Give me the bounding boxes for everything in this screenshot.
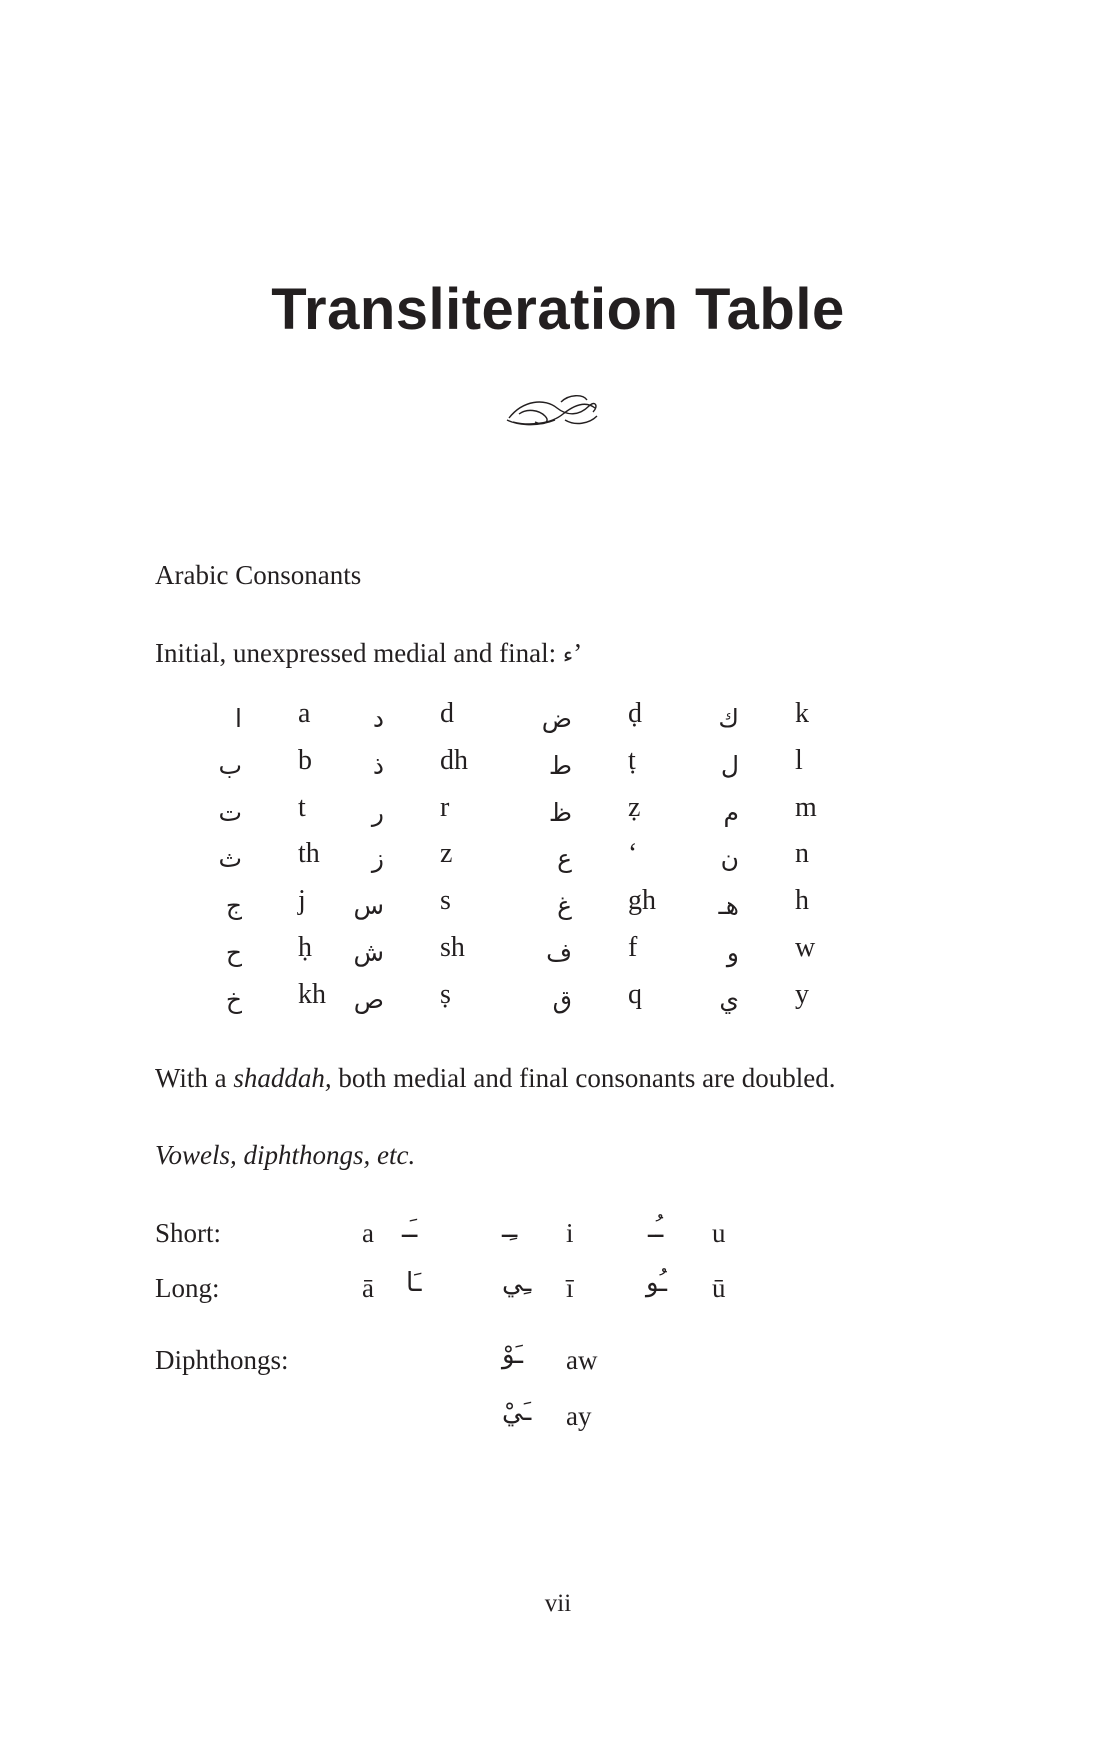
long-i-latin: ī [566, 1273, 574, 1303]
consonant-latin: ẓ [628, 791, 641, 823]
consonant-latin: m [795, 791, 817, 823]
consonant-table [0, 698, 1116, 1018]
vowels-heading: Vowels, diphthongs, etc. [155, 1140, 416, 1170]
consonant-latin: z [440, 838, 453, 870]
section-heading-consonants: Arabic Consonants [155, 560, 362, 590]
diphthong-ay-arabic: ـَيْ [502, 1397, 532, 1427]
consonant-latin: k [795, 698, 809, 729]
consonant-arabic: هـ [718, 891, 739, 921]
consonant-arabic: ل [720, 750, 739, 780]
shaddah-note-before: With a [155, 1063, 234, 1093]
short-i-arabic: ـِـ [502, 1214, 518, 1244]
consonant-latin: ḥ [298, 931, 312, 963]
consonant-arabic: ز [371, 844, 384, 874]
short-a-latin: a [362, 1218, 374, 1248]
diphthong-aw-arabic: ـَوْ [502, 1340, 524, 1370]
consonant-arabic: ش [353, 937, 384, 967]
consonant-latin: l [795, 744, 803, 776]
short-label: Short: [155, 1218, 222, 1248]
short-a-arabic: ـَـ [402, 1214, 418, 1244]
consonant-arabic: خ [225, 984, 242, 1014]
shaddah-note-after: both medial and final consonants are doubled. [331, 1063, 836, 1093]
consonant-latin: b [298, 744, 312, 776]
consonant-arabic: ت [218, 797, 242, 827]
consonant-arabic: و [726, 937, 739, 967]
long-i-arabic: ـِي [502, 1268, 532, 1298]
page-number: vii [544, 1590, 572, 1617]
diphthong-aw-latin: aw [566, 1345, 598, 1375]
consonant-latin: h [795, 885, 809, 917]
consonant-arabic: س [353, 891, 384, 921]
consonant-latin: ṣ [440, 978, 451, 1010]
long-u-arabic: ـُو [646, 1268, 668, 1298]
hamza-arabic: ء [562, 643, 574, 668]
consonant-latin: ‘ [628, 838, 638, 870]
consonant-arabic: ر [371, 797, 384, 827]
page-title: Transliteration Table [271, 277, 845, 342]
consonant-latin: f [628, 931, 638, 963]
diphthong-ay-latin: ay [566, 1401, 592, 1431]
consonant-arabic: ع [557, 844, 572, 874]
consonant-latin: r [440, 791, 450, 823]
consonant-latin: ṭ [628, 744, 636, 776]
consonant-arabic: ذ [372, 750, 384, 780]
long-a-latin: ā [362, 1273, 374, 1303]
consonant-latin: kh [298, 978, 326, 1010]
consonant-latin: w [795, 931, 816, 963]
hamza-latin: ’ [573, 638, 583, 668]
short-u-arabic: ـُـ [648, 1214, 664, 1244]
consonant-arabic: ج [225, 891, 242, 921]
short-i-latin: i [566, 1218, 574, 1248]
consonant-latin: y [795, 978, 809, 1010]
consonant-arabic: ط [548, 750, 572, 780]
consonant-arabic: ا [235, 704, 242, 733]
initial-note-text: Initial, unexpressed medial and final: [155, 638, 557, 668]
consonant-latin: sh [440, 931, 465, 963]
consonant-arabic: غ [557, 891, 572, 921]
diphthongs-label: Diphthongs: [155, 1345, 289, 1375]
flourish-ornament-icon [505, 386, 601, 432]
long-label: Long: [155, 1273, 220, 1303]
consonant-latin: ḍ [628, 698, 642, 729]
consonant-latin: j [298, 885, 306, 917]
consonant-latin: th [298, 838, 320, 870]
consonant-arabic: ص [353, 984, 384, 1014]
consonant-arabic: ظ [548, 797, 572, 827]
short-u-latin: u [712, 1218, 726, 1248]
consonant-latin: t [298, 791, 306, 823]
consonant-latin: a [298, 698, 311, 729]
consonant-arabic: ح [225, 937, 242, 967]
consonant-arabic: د [372, 704, 384, 733]
consonant-latin: gh [628, 885, 656, 917]
consonant-arabic: ض [541, 704, 572, 733]
initial-note [155, 638, 582, 669]
long-a-arabic: ـَا [406, 1268, 422, 1298]
consonant-latin: dh [440, 744, 468, 776]
shaddah-term: shaddah, [233, 1063, 332, 1093]
consonant-arabic: ف [546, 937, 572, 967]
consonant-latin: d [440, 698, 454, 729]
consonant-arabic: ن [720, 844, 739, 874]
consonant-latin: s [440, 885, 451, 917]
consonant-arabic: م [723, 797, 739, 827]
consonant-arabic: ث [218, 844, 242, 874]
consonant-arabic: ق [552, 984, 572, 1014]
consonant-arabic: ك [718, 704, 739, 733]
consonant-arabic: ب [218, 750, 242, 780]
long-u-latin: ū [712, 1273, 726, 1303]
consonant-latin: q [628, 978, 642, 1010]
consonant-arabic: ي [719, 984, 739, 1014]
consonant-latin: n [795, 838, 809, 870]
shaddah-note [155, 1063, 836, 1094]
